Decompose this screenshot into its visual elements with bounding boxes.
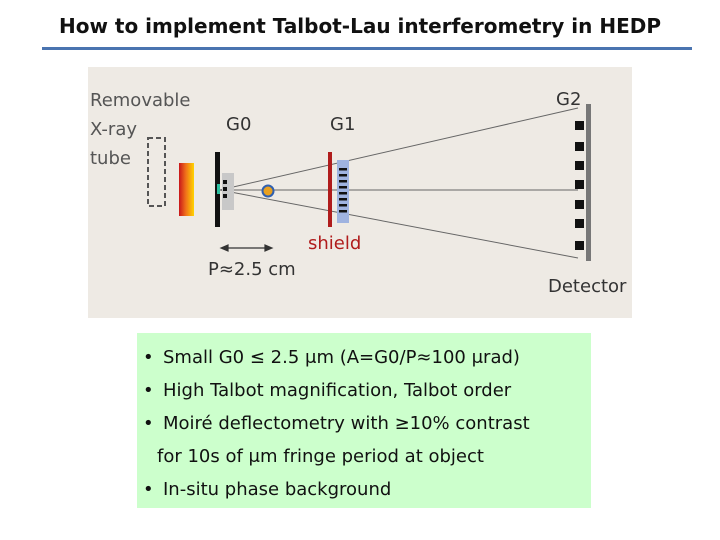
- bullet-item: [139, 341, 591, 374]
- tube-label-line: tube: [90, 148, 131, 169]
- period-label: P≈2.5 cm: [208, 259, 296, 280]
- g0-label: G0: [226, 114, 252, 135]
- bullet-item: [139, 473, 591, 506]
- bullet-icon: •: [143, 347, 154, 368]
- detector-plate: [586, 104, 591, 261]
- g0-source-mark: [217, 184, 220, 194]
- beam-lines: [220, 108, 578, 258]
- g1-label: G1: [330, 114, 356, 135]
- g2-grating: [575, 121, 584, 250]
- detector-label: Detector: [548, 276, 627, 297]
- g2-label: G2: [556, 89, 582, 110]
- bullet-text: In-situ phase background: [163, 479, 392, 500]
- xray-tube-label: [90, 86, 191, 173]
- bullet-text: High Talbot magnification, Talbot order: [163, 380, 512, 401]
- page-title: How to implement Talbot-Lau interferometry in HEDP: [58, 14, 662, 38]
- bullet-text: Small G0 ≤ 2.5 μm (A=G0/P≈100 μrad): [163, 347, 520, 368]
- bullet-item: [139, 407, 591, 440]
- bullet-icon: •: [143, 479, 154, 500]
- tube-label-line: Removable: [90, 90, 191, 111]
- bullet-icon: •: [143, 380, 154, 401]
- period-arrow: [221, 245, 272, 251]
- bullet-icon: •: [143, 413, 154, 434]
- bullet-item: [139, 374, 591, 407]
- tube-label-line: X-ray: [90, 119, 138, 140]
- g0-slits: [223, 180, 227, 198]
- bullet-text: Moiré deflectometry with ≥10% contrast: [163, 413, 530, 434]
- shield-label: shield: [308, 233, 362, 254]
- source-point-icon: [263, 186, 274, 197]
- bullet-box: [137, 333, 591, 508]
- shield-bar: [328, 152, 332, 227]
- bullet-continuation: for 10s of μm fringe period at object: [157, 446, 484, 467]
- g0-backing: [222, 173, 234, 210]
